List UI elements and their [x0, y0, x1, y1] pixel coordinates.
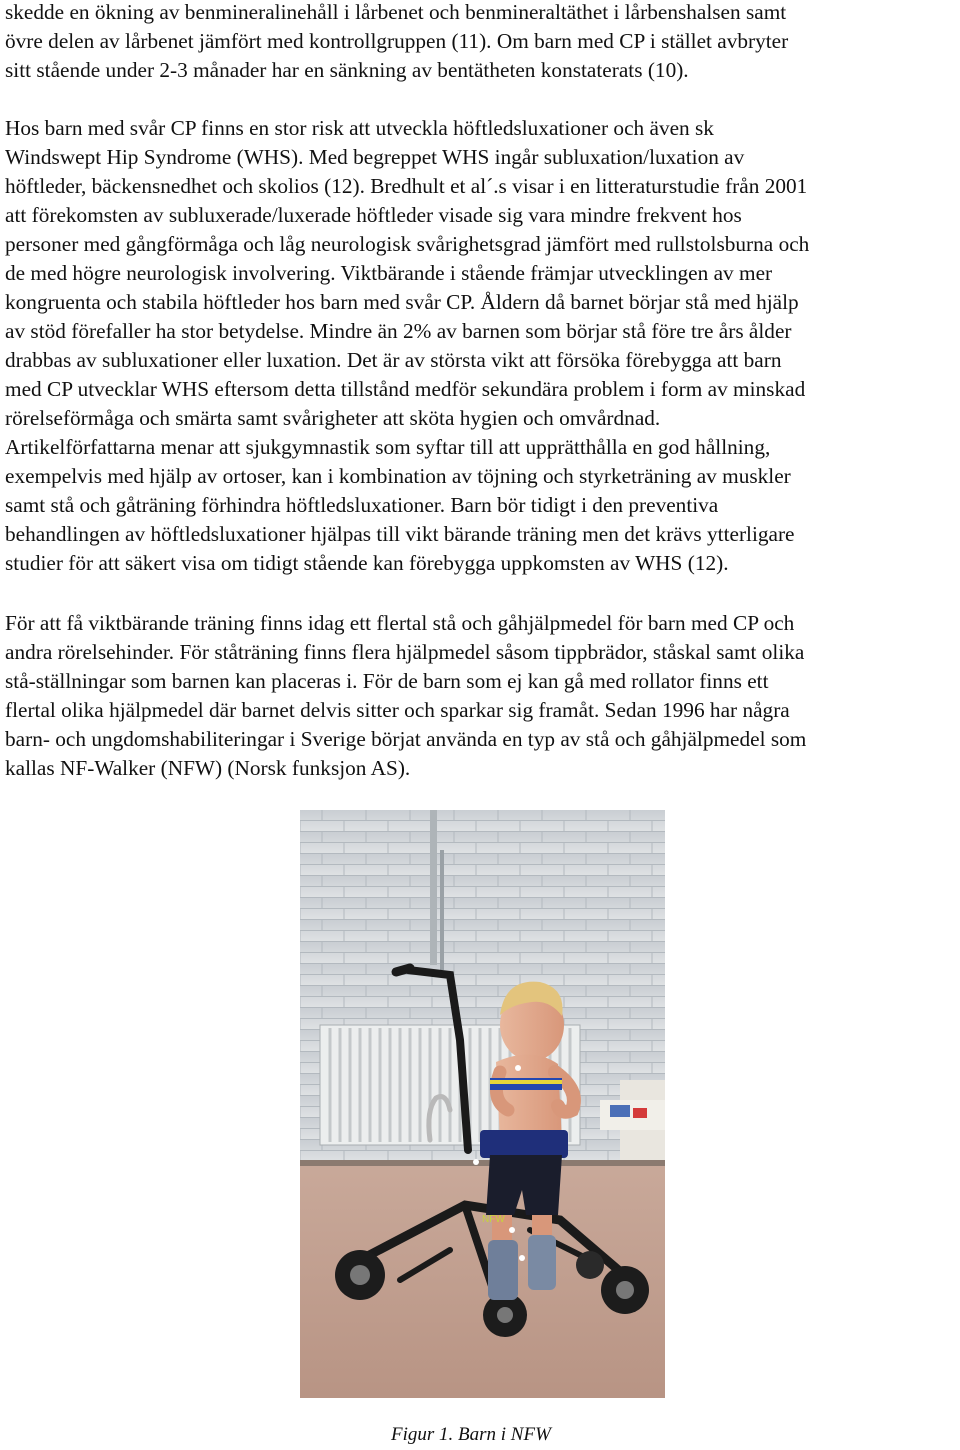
text-line: För att få viktbärande träning finns idag ett flertal stå och gåhjälpmedel för barn med CP och	[5, 611, 795, 635]
text-line: andra rörelsehinder. För ståträning finns flera hjälpmedel såsom tippbrädor, ståskal samt olika	[5, 640, 805, 664]
text-line: kallas NF-Walker (NFW) (Norsk funksjon AS).	[5, 756, 411, 780]
text-line: flertal olika hjälpmedel där barnet delvis sitter och sparkar sig framåt. Sedan 1996 har några	[5, 698, 790, 722]
text-line: Windswept Hip Syndrome (WHS). Med begreppet WHS ingår subluxation/luxation av	[5, 145, 745, 169]
svg-text:NFW: NFW	[482, 1214, 505, 1225]
text-line: drabbas av subluxationer eller luxation. Det är av största vikt att försöka förebygga att barn	[5, 348, 782, 372]
paragraph-3	[5, 609, 806, 783]
paragraph-2	[5, 114, 809, 578]
text-line: exempelvis med hjälp av ortoser, kan i kombination av töjning och styrketräning av muskler	[5, 464, 791, 488]
text-line: behandlingen av höftledsluxationer hjälpas till vikt bärande träning men det krävs ytterligare	[5, 522, 795, 546]
text-line: studier för att säkert visa om tidigt stående kan förebygga uppkomsten av WHS (12).	[5, 551, 729, 575]
text-line: med CP utvecklar WHS eftersom detta tillstånd medför sekundära problem i form av minskad	[5, 377, 806, 401]
text-line: personer med gångförmåga och låg neurologisk svårighetsgrad jämfört med rullstolsburna och	[5, 232, 810, 256]
text-line: höftleder, bäckensnedhet och skolios (12). Bredhult et al´.s visar i en litteraturstudie från 2001	[5, 174, 808, 198]
text-line: stå-ställningar som barnen kan placeras i. För de barn som ej kan gå med rollator finns ett	[5, 669, 769, 693]
text-line: att förekomsten av subluxerade/luxerade höftleder visade sig vara mindre frekvent hos	[5, 203, 742, 227]
paragraph-1	[5, 0, 788, 85]
text-line: skedde en ökning av benmineralinehåll i lårbenet och benmineraltäthet i lårbenshalsen samt	[5, 0, 787, 24]
text-line: Hos barn med svår CP finns en stor risk att utveckla höftledsluxationer och även sk	[5, 116, 714, 140]
text-line: av stöd förefaller ha stor betydelse. Mindre än 2% av barnen som börjar stå före tre års ålder	[5, 319, 792, 343]
text-line: Artikelförfattarna menar att sjukgymnastik som syftar till att upprätthålla en god hållning,	[5, 435, 771, 459]
figure-caption: Figur 1. Barn i NFW	[391, 1424, 551, 1445]
text-line: kongruenta och stabila höftleder hos barn med svår CP. Åldern då barnet börjar stå med hjälp	[5, 290, 799, 314]
figure-photo-child-in-nf-walker	[300, 810, 665, 1398]
text-line: sitt stående under 2-3 månader har en sänkning av bentätheten konstaterats (10).	[5, 58, 689, 82]
text-line: barn- och ungdomshabiliteringar i Sverige börjat använda en typ av stå och gåhjälpmedel som	[5, 727, 807, 751]
text-line: samt stå och gåträning förhindra höftledsluxationer. Barn bör tidigt i den preventiva	[5, 493, 719, 517]
text-line: de med högre neurologisk involvering. Viktbärande i stående främjar utvecklingen av mer	[5, 261, 773, 285]
text-line: övre delen av lårbenet jämfört med kontrollgruppen (11). Om barn med CP i stället avbryter	[5, 29, 789, 53]
text-line: rörelseförmåga och smärta samt svårigheter att sköta hygien och omvårdnad.	[5, 406, 661, 430]
